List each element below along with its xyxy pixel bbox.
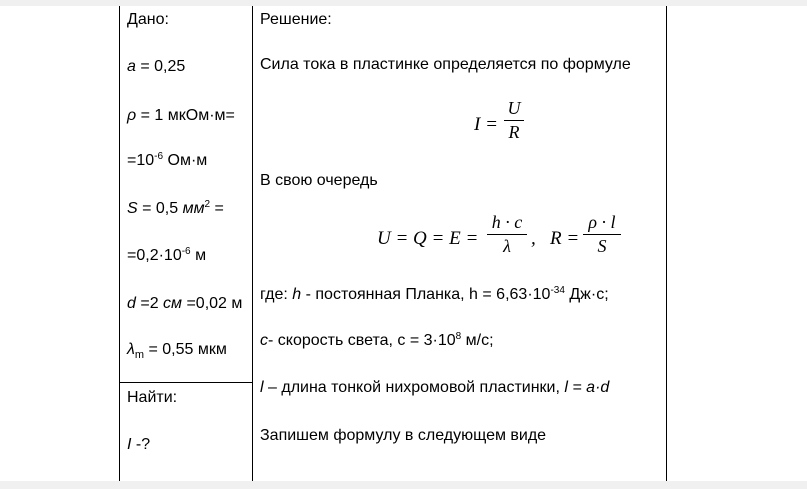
table-right-border bbox=[666, 6, 667, 481]
given-find-separator bbox=[119, 382, 253, 383]
formula-energy-fraction: h · c λ bbox=[487, 212, 527, 257]
formula-energy-lhs: U = Q = E = bbox=[377, 228, 479, 249]
formula-current-lhs: I = bbox=[474, 114, 498, 135]
find-header: Найти: bbox=[127, 389, 178, 406]
find-I: I -? bbox=[127, 436, 151, 453]
given-a: a = 0,25 bbox=[127, 58, 186, 75]
solution-line-6: Запишем формулу в следующем виде bbox=[260, 427, 547, 444]
solution-line-2: В свою очередь bbox=[260, 172, 378, 189]
bottom-margin bbox=[0, 481, 807, 489]
given-rho: ρ = 1 мкОм·м= bbox=[127, 107, 235, 124]
given-lambda: $\lambda_m = 0,55$ мкм bbox=[127, 341, 227, 361]
formula-resistance-lhs: R = bbox=[550, 228, 580, 249]
top-margin bbox=[0, 0, 807, 6]
given-S-si: $=0,2\cdot 10^{-6}$ м bbox=[127, 246, 207, 264]
given-header: Дано: bbox=[127, 11, 169, 28]
solution-line-planck: где: h - постоянная Планка, $h = 6,63\cdot 10^{-34}$ Дж·с; bbox=[260, 285, 609, 303]
given-S: S = 0,5 $мм^2$ = bbox=[127, 199, 224, 217]
solution-line-1: Сила тока в пластинке определяется по формуле bbox=[260, 56, 631, 73]
table-left-border bbox=[119, 6, 120, 481]
table-divider bbox=[252, 6, 253, 481]
formula-separator: , bbox=[531, 228, 536, 249]
solution-line-light-speed: c- скорость света, $с = 3\cdot 10^8$ м/с; bbox=[260, 331, 494, 349]
given-rho-si: $=10^{-6}$ Ом·м bbox=[127, 151, 208, 169]
given-d: d =2 см =0,02 м bbox=[127, 295, 243, 312]
solution-line-length: l – длина тонкой нихромовой пластинки, l = a·d bbox=[260, 379, 610, 396]
formula-current-fraction: U R bbox=[504, 98, 524, 143]
formula-resistance-fraction: ρ · l S bbox=[583, 212, 621, 257]
solution-header: Решение: bbox=[260, 11, 332, 28]
